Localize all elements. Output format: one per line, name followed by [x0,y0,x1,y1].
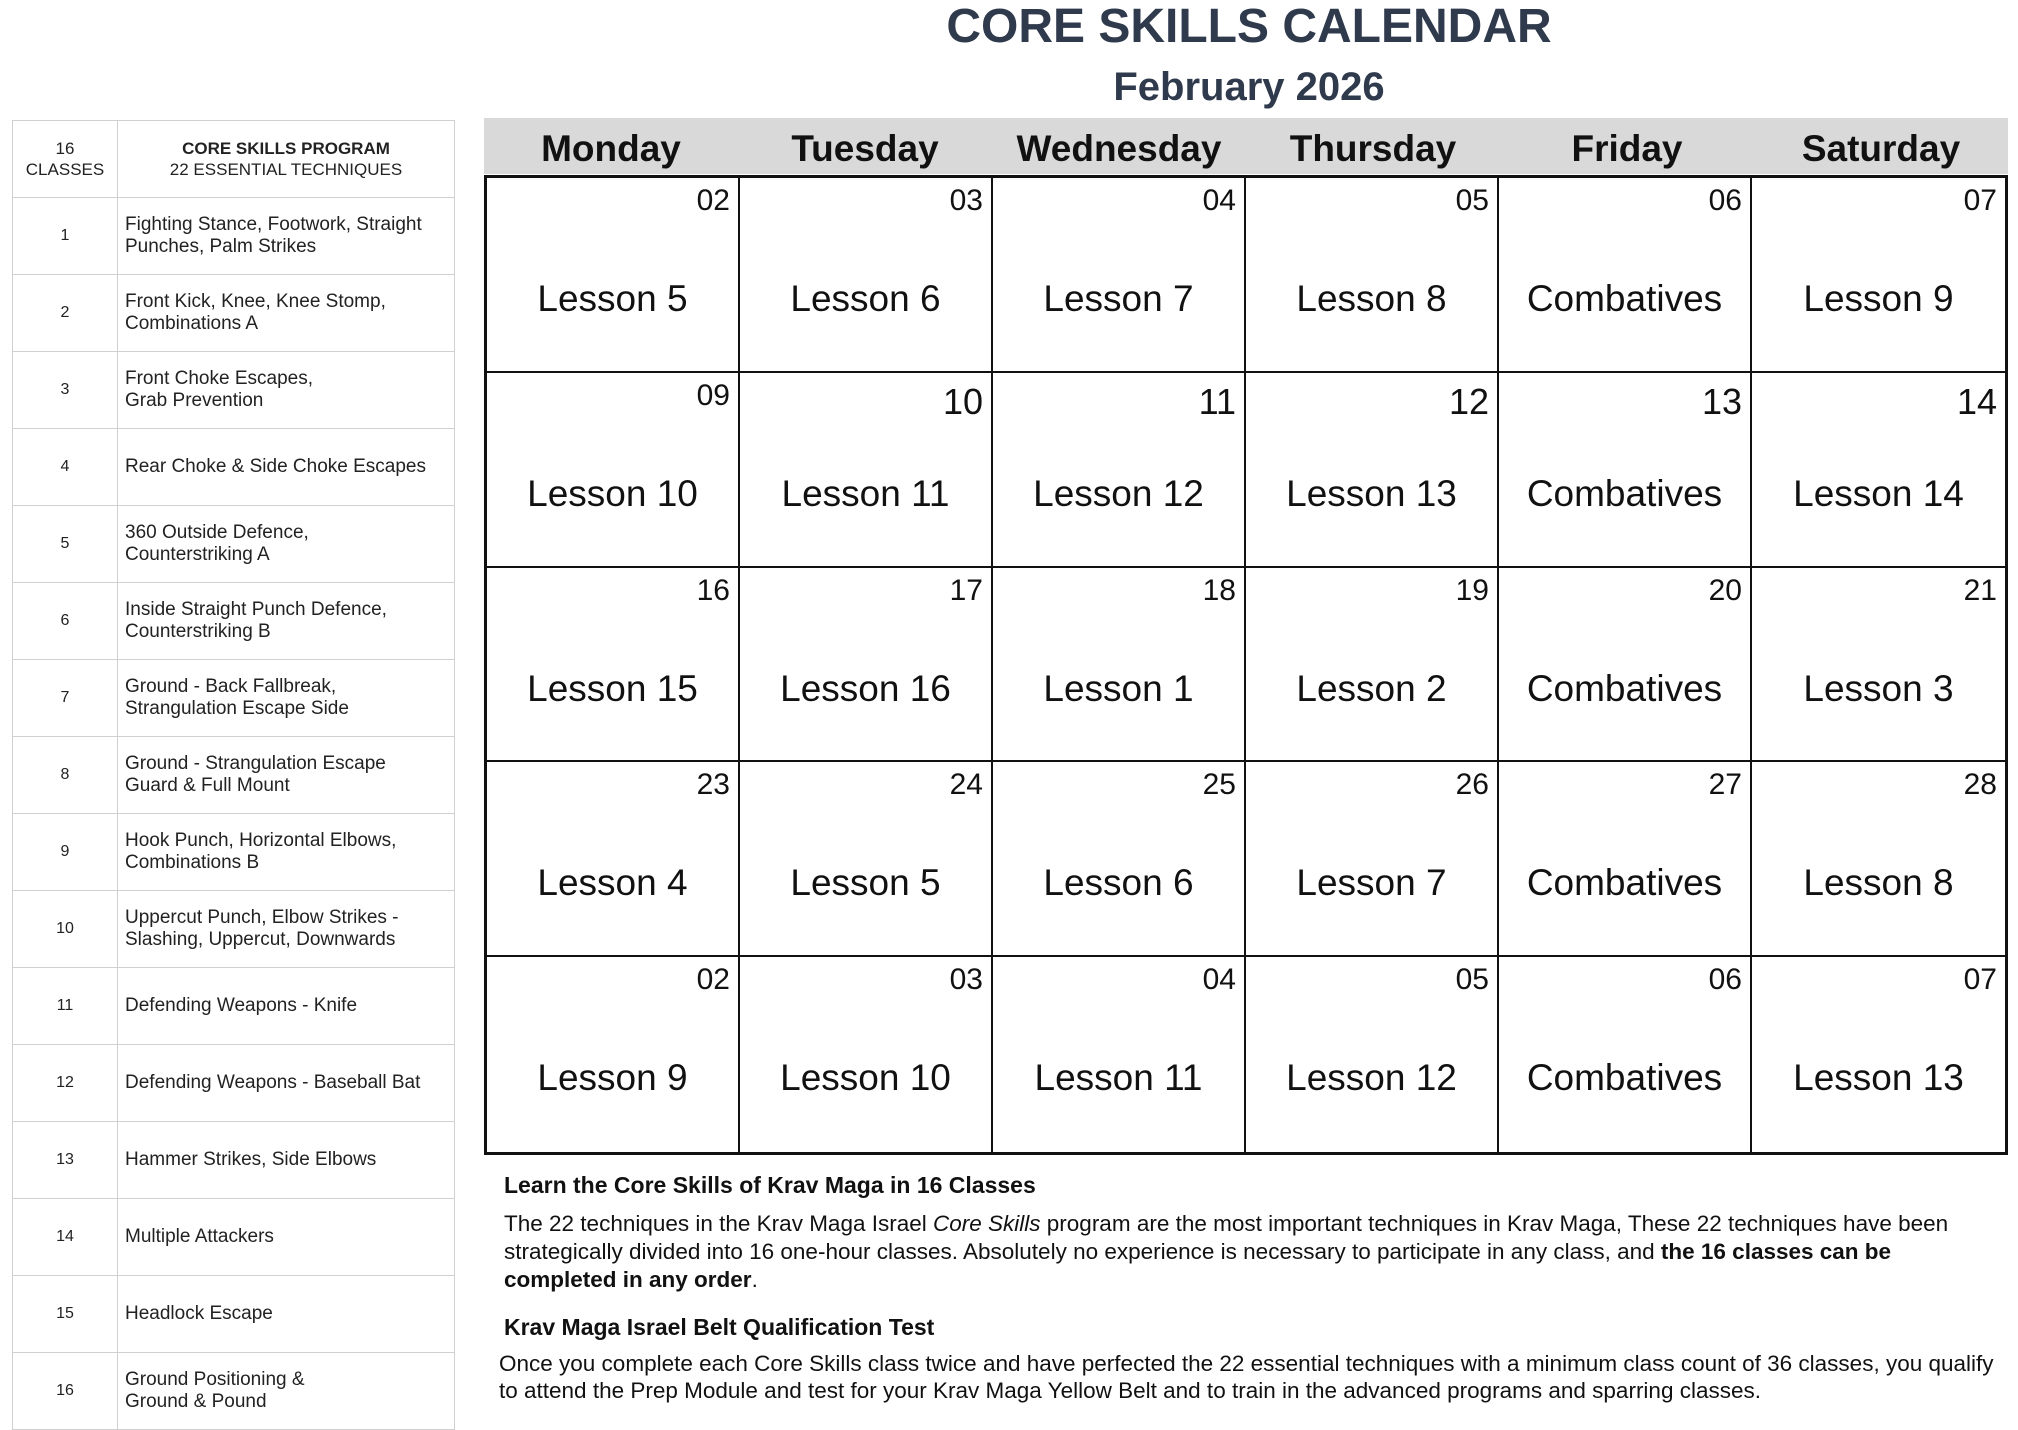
calendar-day-cell [993,373,1246,568]
calendar-day-cell [740,568,993,763]
calendar-day-cell [1246,373,1499,568]
month-title: February 2026 [1113,65,1385,109]
program-row [13,506,455,583]
class-number: 9 [13,814,118,891]
classes-header-label: CLASSES [25,160,105,179]
core-skills-description [504,1210,1994,1294]
program-row [13,1353,455,1430]
calendar-day-cell [1246,957,1499,1152]
lesson-label: Lesson 12 [1286,1057,1457,1099]
calendar-day-cell [740,178,993,373]
calendar-grid [484,175,2008,1155]
technique-line: Slashing, Uppercut, Downwards [125,929,396,950]
program-header-row [13,121,455,198]
belt-test-description: Once you complete each Core Skills class twice and have perfected the 22 essential techniques with a minimum class count of 36 classes, you qualify to attend the Prep Module and test for your Krav Maga Yellow Belt and to train in the advanced programs and sparring classes. [499,1351,1994,1403]
lesson-label: Lesson 10 [780,1057,951,1099]
lesson-label: Lesson 15 [527,667,698,709]
date-number: 10 [942,380,983,422]
description-italic: Core Skills [933,1211,1041,1236]
date-number: 19 [1455,573,1489,607]
technique-line: Front Choke Escapes, [125,368,313,389]
program-row [13,1276,455,1353]
date-number: 18 [1202,573,1236,607]
date-number: 04 [1202,184,1236,217]
description-part-a: The 22 techniques in the Krav Maga Israel [504,1211,933,1236]
day-header-friday: Friday [1571,128,1683,169]
date-number: 16 [696,573,730,607]
technique-cell [118,1122,455,1199]
date-number: 11 [1198,380,1236,422]
technique-line: Ground Positioning & [125,1369,305,1390]
date-number: 05 [1455,963,1489,997]
date-number: 07 [1963,963,1997,997]
date-number: 02 [696,963,730,997]
day-header-saturday: Saturday [1801,128,1961,169]
calendar-day-cell [1499,762,1752,957]
calendar-header [484,118,2008,174]
day-header-monday: Monday [541,128,681,169]
program-row [13,891,455,968]
date-number: 07 [1963,184,1997,217]
classes-header [13,121,118,198]
date-number: 03 [949,963,983,997]
lesson-label: Lesson 12 [1033,472,1204,514]
program-row [13,968,455,1045]
description-bold: the 16 classes can be completed in any order [504,1239,1892,1292]
technique-cell [118,1353,455,1430]
lesson-label: Lesson 1 [1043,667,1194,709]
calendar-day-cell [487,178,740,373]
program-header-title: CORE SKILLS PROGRAM [182,139,390,158]
program-row [13,275,455,352]
day-header-wednesday: Wednesday [1016,128,1222,169]
calendar-day-cell [1499,957,1752,1152]
technique-line: Punches, Palm Strikes [125,236,317,257]
date-number: 27 [1708,768,1742,802]
calendar-day-cell [740,957,993,1152]
lesson-label: Lesson 6 [790,278,941,319]
calendar-day-cell [487,568,740,763]
technique-line: Grab Prevention [125,390,264,411]
technique-line: Inside Straight Punch Defence, [125,599,387,620]
description-part-c: program are the most important techniques in Krav Maga, These 22 techniques have been strategically divided into 16 one-hour classes. Absolutely no experience is necessary to participate in any class, and [504,1211,1949,1264]
class-number: 8 [13,737,118,814]
core-skills-heading: Learn the Core Skills of Krav Maga in 16 Classes [504,1172,1036,1198]
calendar-day-cell [1499,568,1752,763]
technique-cell [118,968,455,1045]
calendar-day-cell [1246,762,1499,957]
program-row [13,660,455,737]
class-number: 2 [13,275,118,352]
date-number: 13 [1701,380,1742,422]
class-number: 3 [13,352,118,429]
date-number: 20 [1708,573,1742,607]
calendar-day-cell [993,762,1246,957]
technique-cell [118,198,455,275]
technique-line: Multiple Attackers [125,1226,274,1247]
technique-cell [118,891,455,968]
technique-line: Hammer Strikes, Side Elbows [125,1149,377,1170]
technique-line: Combinations A [125,313,259,334]
calendar-day-cell [993,178,1246,373]
lesson-label: Lesson 13 [1286,472,1457,514]
technique-line: Counterstriking B [125,621,271,642]
date-number: 06 [1708,184,1742,217]
technique-line: 360 Outside Defence, [125,522,309,543]
technique-line: Ground - Back Fallbreak, [125,676,337,697]
class-number: 13 [13,1122,118,1199]
technique-line: Rear Choke & Side Choke Escapes [125,456,426,477]
class-number: 10 [13,891,118,968]
technique-cell [118,660,455,737]
date-number: 02 [696,184,730,217]
date-number: 12 [1448,380,1489,422]
calendar-day-cell [487,957,740,1152]
lesson-label: Lesson 9 [1803,278,1954,319]
class-number: 14 [13,1199,118,1276]
technique-line: Fighting Stance, Footwork, Straight [125,214,422,235]
technique-line: Guard & Full Mount [125,775,290,796]
technique-cell [118,275,455,352]
technique-cell [118,1045,455,1122]
day-header-thursday: Thursday [1289,128,1457,169]
class-number: 4 [13,429,118,506]
technique-cell [118,429,455,506]
class-number: 6 [13,583,118,660]
program-row [13,198,455,275]
program-row [13,583,455,660]
calendar-day-cell [1752,373,2005,568]
class-number: 15 [13,1276,118,1353]
technique-line: Combinations B [125,852,260,873]
lesson-label: Lesson 8 [1296,278,1447,319]
date-number: 06 [1708,963,1742,997]
program-header-subtitle: 22 ESSENTIAL TECHNIQUES [169,160,403,179]
calendar-day-cell [993,957,1246,1152]
calendar-day-cell [740,762,993,957]
lesson-label: Lesson 13 [1793,1057,1964,1099]
program-row [13,429,455,506]
lesson-label: Combatives [1526,278,1723,319]
technique-line: Strangulation Escape Side [125,698,349,719]
date-number: 04 [1202,963,1236,997]
program-row [13,737,455,814]
technique-cell [118,506,455,583]
description-part-e: . [751,1267,758,1292]
date-number: 09 [696,378,730,412]
lesson-label: Lesson 8 [1803,862,1954,904]
lesson-label: Lesson 2 [1296,667,1447,709]
class-number: 11 [13,968,118,1045]
classes-header-count: 16 [55,139,75,158]
lesson-label: Lesson 3 [1803,667,1954,709]
lesson-label: Lesson 14 [1793,472,1964,514]
page-title: CORE SKILLS CALENDAR [946,0,1552,53]
technique-line: Front Kick, Knee, Knee Stomp, [125,291,386,312]
calendar-day-cell [1246,178,1499,373]
program-row [13,1045,455,1122]
lesson-label: Lesson 11 [1034,1057,1203,1099]
program-table [12,120,455,1430]
date-number: 05 [1455,184,1489,217]
calendar-day-cell [1752,762,2005,957]
date-number: 24 [949,768,983,802]
program-row [13,1199,455,1276]
calendar-day-cell [487,373,740,568]
technique-cell [118,583,455,660]
class-number: 12 [13,1045,118,1122]
lesson-label: Lesson 16 [780,667,951,709]
lesson-label: Lesson 5 [537,278,688,319]
program-row [13,814,455,891]
lesson-label: Lesson 10 [527,472,698,514]
program-header [118,121,455,198]
technique-cell [118,737,455,814]
lesson-label: Lesson 11 [781,472,950,514]
technique-line: Counterstriking A [125,544,270,565]
class-number: 16 [13,1353,118,1430]
lesson-label: Lesson 7 [1296,862,1447,904]
date-number: 21 [1963,573,1997,607]
class-number: 7 [13,660,118,737]
technique-line: Ground - Strangulation Escape [125,753,386,774]
technique-cell [118,352,455,429]
calendar-day-cell [1246,568,1499,763]
technique-line: Defending Weapons - Baseball Bat [125,1072,421,1093]
date-number: 28 [1963,768,1997,802]
calendar-day-cell [1752,178,2005,373]
technique-line: Defending Weapons - Knife [125,995,358,1016]
lesson-label: Combatives [1526,1057,1723,1099]
technique-line: Hook Punch, Horizontal Elbows, [125,830,397,851]
date-number: 03 [949,184,983,217]
program-row [13,352,455,429]
technique-line: Headlock Escape [125,1303,273,1324]
lesson-label: Combatives [1526,862,1723,904]
lesson-label: Lesson 7 [1043,278,1194,319]
belt-test-heading: Krav Maga Israel Belt Qualification Test [504,1314,935,1340]
calendar-day-cell [1499,178,1752,373]
calendar [484,118,2008,1155]
calendar-day-cell [1752,957,2005,1152]
calendar-day-cell [1499,373,1752,568]
date-number: 23 [696,768,730,802]
program-row [13,1122,455,1199]
technique-line: Uppercut Punch, Elbow Strikes - [125,907,399,928]
technique-line: Ground & Pound [125,1391,267,1412]
date-number: 26 [1455,768,1489,802]
technique-cell [118,814,455,891]
calendar-day-cell [740,373,993,568]
lesson-label: Lesson 5 [790,862,941,904]
day-header-tuesday: Tuesday [791,128,939,169]
date-number: 14 [1956,380,1997,422]
calendar-day-cell [1752,568,2005,763]
lesson-label: Lesson 4 [537,862,688,904]
calendar-day-cell [487,762,740,957]
lesson-label: Combatives [1526,472,1723,514]
lesson-label: Combatives [1526,667,1723,709]
class-number: 1 [13,198,118,275]
date-number: 25 [1202,768,1236,802]
date-number: 17 [949,573,983,607]
lesson-label: Lesson 9 [537,1057,688,1099]
lesson-label: Lesson 6 [1043,862,1194,904]
technique-cell [118,1276,455,1353]
class-number: 5 [13,506,118,583]
calendar-day-cell [993,568,1246,763]
technique-cell [118,1199,455,1276]
